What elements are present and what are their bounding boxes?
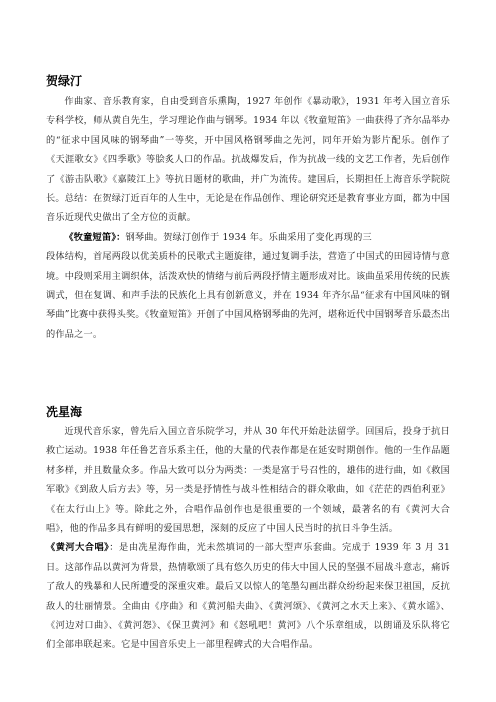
work-paragraph (46, 538, 450, 654)
section-xian-xinghai (46, 404, 450, 655)
work-title-label: 《牧童短笛》： (64, 231, 126, 243)
work-title-label: 《黄河大合唱》 (46, 542, 110, 554)
work-paragraph-body: 段体结构，首尾两段以优美质朴的民歌式主题旋律，通过复调手法，营造了中国式的田园诗情与意境。中段则采用主调织体，活泼欢快的情绪与前后两段抒情主题形成对比。该曲虽采用传统的民族调式，但在复调、和声手法的民族化上具有创新意义，并在 1934 年齐尔品“征求有中国风味的钢琴曲”比赛中获得头奖。《牧童短笛》开创了中国风格钢琴曲的先河，堪称近代中国钢琴音乐最杰出的作品之一。 (46, 251, 450, 340)
section-heading: 贺绿汀 (46, 74, 83, 88)
section-he-luting (46, 73, 450, 344)
section-heading: 冼星海 (46, 405, 83, 419)
work-paragraph-intro (46, 228, 450, 247)
work-description-start: 钢琴曲。贺绿汀创作于 1934 年。乐曲采用了变化再现的三 (125, 231, 372, 243)
biography-paragraph: 近现代音乐家，曾先后入国立音乐院学习，并从 30 年代开始赴法留学。回国后，投身于抗日救亡运动。1938 年任鲁艺音乐系主任，他的大量的代表作都是在延安时期创作。他的一生作品题材多样，并且数量众多。作品大致可以分为两类：一类是富于号召性的，雄伟的进行曲，如《救国军歌》《到敌人后方去》等，另一类是抒情性与战斗性相结合的群众歌曲，如《茫茫的西伯利亚》《在太行山上》等。除此之外，合唱作品创作也是很重要的一个领域，最著名的有《黄河大合唱》，他的作品多具有鲜明的爱国思想，深刻的反应了中国人民当时的抗日斗争生活。 (46, 426, 450, 535)
biography-paragraph: 作曲家、音乐教育家，自由受到音乐熏陶，1927 年创作《暴动歌》，1931 年考入国立音乐专科学校，师从黄自先生，学习理论作曲与钢琴。1934 年以《牧童短笛》一曲获得了齐尔品举办的“征求中国风味的钢琴曲”一等奖，开中国风格钢琴曲之先河，同年开始为影片配乐。创作了《天涯歌女》《四季歌》等脍炙人口的作品。抗战爆发后，作为抗战一线的文艺工作者，先后创作了《游击队歌》《嘉陵江上》等抗日题材的歌曲，并广为流传。建国后，长期担任上海音乐学院院长。总结：在贺绿汀近百年的人生中，无论是在作品创作、理论研究还是教育事业方面，都为中国音乐近现代史做出了全方位的贡献。 (46, 96, 450, 224)
work-description: ：是由冼星海作曲，光未然填词的一部大型声乐套曲。完成于 1939 年 3 月 31 日。这部作品以黄河为背景，热情歌颂了具有悠久历史的伟大中国人民的坚强不屈战斗意志，痛诉了敌人的残暴和人民所遭受的深重灾难。最后又以惊人的笔墨勾画出群众纷纷起来保卫祖国，反抗敌人的壮丽情景。全曲由《序曲》和《黄河船夫曲》、《黄河颂》、《黄河之水天上来》、《黄水谣》、《河边对口曲》、《黄河怨》、《保卫黄河》和《怒吼吧！黄河》八个乐章组成，以朗诵及乐队将它们全部串联起来。它是中国音乐史上一部里程碑式的大合唱作品。 (46, 542, 450, 651)
